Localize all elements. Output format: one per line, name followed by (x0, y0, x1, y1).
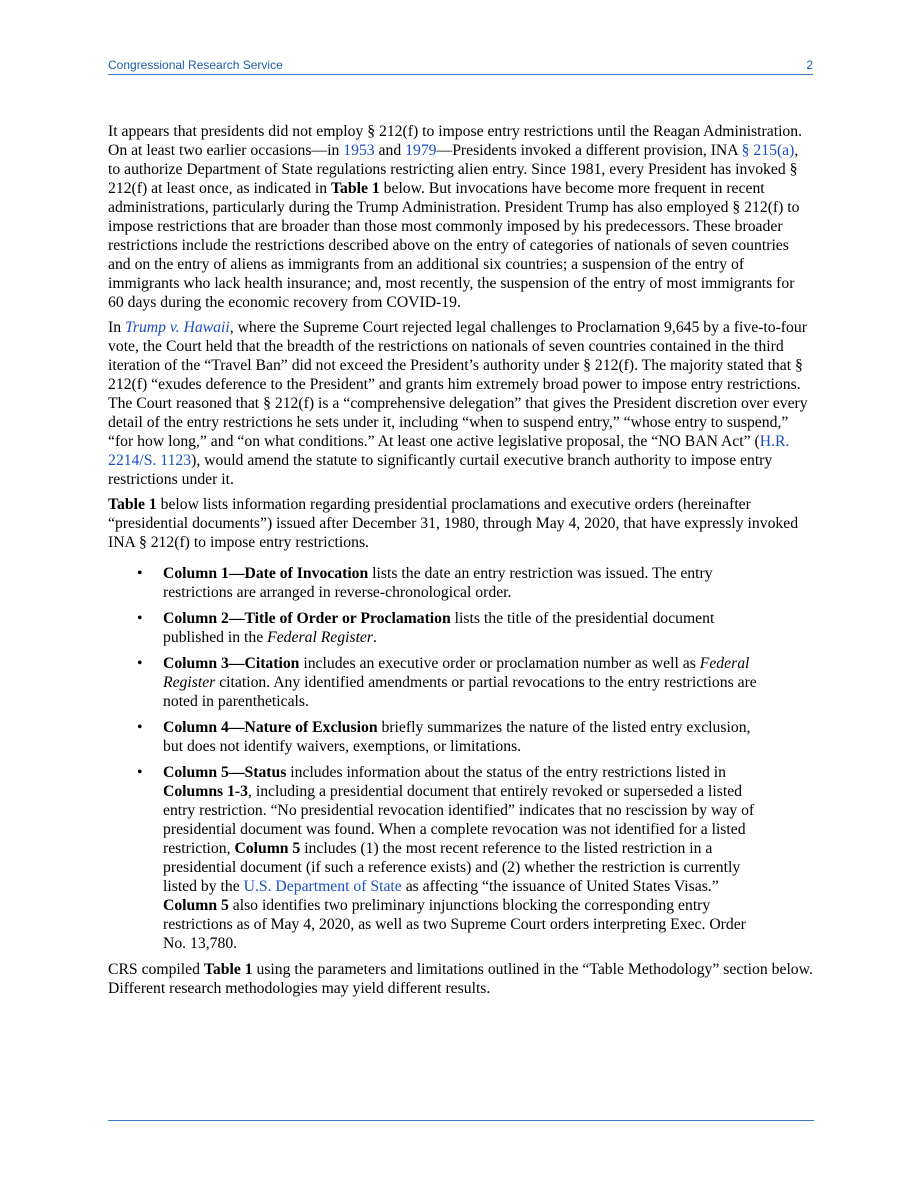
paragraph-text: It appears that presidents did not employ § 212(f) to impose entry restrictions until the Reagan Administration. On at least two earlier occasions—in (108, 123, 803, 159)
list-item-column-1 (137, 564, 759, 602)
paragraph-methodology (108, 960, 814, 998)
bullet-icon: • (137, 655, 143, 672)
bullet-icon: • (137, 719, 143, 736)
paragraph-text: using the parameters and limitations outlined in the “Table Methodology” section below. Different research methodologies may yield different results. (108, 961, 813, 997)
bullet-icon: • (137, 610, 143, 627)
list-item-column-5 (137, 763, 759, 953)
table-reference: Table 1 (331, 180, 380, 197)
paragraph-text: below. But invocations have become more frequent in recent administrations, particularly during the Trump Administration. President Trump has also employed § 212(f) to impose restrictions that are broader than those most commonly imposed by his predecessors. These broader restrictions include the restrictions described above on the entry of categories of nationals of seven countries and on the entry of aliens as immigrants from an additional six countries; a suspension of the entry of immigrants who lack health insurance; and, most recently, the suspension of the entry of most immigrants for 60 days during the economic recovery from COVID-19. (108, 180, 800, 311)
paragraph-text: and (374, 142, 406, 159)
paragraph-text: —Presidents invoked a different provision, INA (436, 142, 742, 159)
column-reference: Column 5 (163, 897, 229, 914)
link-1953[interactable]: 1953 (343, 142, 375, 159)
paragraph-text: below lists information regarding presidential proclamations and executive orders (hereinafter “presidential documents”) issued after December 31, 1980, through May 4, 2020, that have expressly invoked INA § 212(f) to impose entry restrictions. (108, 496, 799, 551)
paragraph-text: ), would amend the statute to significantly curtail executive branch authority to impose entry restrictions under it. (108, 452, 773, 488)
column-text: includes (1) the most recent reference to the listed restriction in a presidential document (if such a reference exists) and (2) whether the restriction is currently listed by the (163, 840, 741, 895)
column-text: as affecting “the issuance of United States Visas.” (401, 878, 719, 895)
column-heading: Column 5—Status (163, 764, 287, 781)
list-item-column-2 (137, 609, 759, 647)
paragraph-text: In (108, 319, 125, 336)
column-text: also identifies two preliminary injunctions blocking the corresponding entry restrictions as of May 4, 2020, as well as two Supreme Court orders interpreting Exec. Order No. 13,780. (163, 897, 746, 952)
link-hr-2214[interactable]: H.R. 2214/S. 1123 (108, 433, 790, 469)
table-reference: Table 1 (108, 496, 157, 513)
page-header (108, 58, 813, 75)
link-ina-215a[interactable]: § 215(a) (741, 142, 795, 159)
paragraph-text: , where the Supreme Court rejected legal challenges to Proclamation 9,645 by a five-to-four vote, the Court held that the breadth of the restrictions on nationals of seven countries contained in the third iteration of the “Travel Ban” did not exceed the President’s authority under § 212(f). The majority stated that § 212(f) “exudes deference to the President” and grants him extremely broad power to impose entry restrictions. The Court reasoned that § 212(f) is a “comprehensive delegation” that gives the President discretion over every detail of the entry restrictions he sets under it, including “when to suspend entry,” “whose entry to suspend,” “for how long,” and “on what conditions.” At least one active legislative proposal, the “NO BAN Act” ( (108, 319, 808, 450)
columns-reference: Columns 1-3 (163, 783, 248, 800)
bullet-icon: • (137, 764, 143, 781)
federal-register-italic: Federal Register (163, 655, 750, 691)
table-reference: Table 1 (203, 961, 253, 978)
column-heading: Column 2—Title of Order or Proclamation (163, 610, 451, 627)
column-reference: Column 5 (234, 840, 301, 857)
bullet-icon: • (137, 565, 143, 582)
column-heading: Column 1—Date of Invocation (163, 565, 369, 582)
list-item-column-3 (137, 654, 759, 711)
link-us-department-of-state[interactable]: U.S. Department of State (243, 878, 402, 895)
column-text: citation. Any identified amendments or partial revocations to the entry restrictions are noted in parentheticals. (163, 674, 757, 710)
column-text: lists the title of the presidential document published in the (163, 610, 715, 646)
federal-register-italic: Federal Register (267, 629, 374, 646)
page-number: 2 (806, 58, 813, 72)
paragraph-text: CRS compiled (108, 961, 204, 978)
column-text: includes information about the status of the entry restrictions listed in (286, 764, 726, 781)
footer-divider (108, 1120, 814, 1121)
column-text: includes an executive order or proclamation number as well as (299, 655, 700, 672)
list-item-column-4 (137, 718, 759, 756)
document-body (108, 122, 814, 1004)
paragraph-table-intro (108, 495, 814, 552)
link-trump-v-hawaii[interactable]: Trump v. Hawaii (125, 319, 230, 336)
paragraph-history (108, 122, 814, 312)
link-1979[interactable]: 1979 (405, 142, 437, 159)
column-text: , including a presidential document that entirely revoked or superseded a listed entry restriction. “No presidential revocation identified” indicates that no rescission by way of presidential document was found. When a complete revocation was not identified for a listed restriction, (163, 783, 755, 857)
column-description-list (108, 564, 759, 953)
column-heading: Column 4—Nature of Exclusion (163, 719, 378, 736)
column-text: lists the date an entry restriction was issued. The entry restrictions are arranged in reverse-chronological order. (163, 565, 713, 601)
column-text: briefly summarizes the nature of the listed entry exclusion, but does not identify waivers, exemptions, or limitations. (163, 719, 751, 755)
column-heading: Column 3—Citation (163, 655, 300, 672)
column-text: . (373, 629, 377, 646)
paragraph-text: , to authorize Department of State regulations restricting alien entry. Since 1981, every President has invoked § 212(f) at least once, as indicated in (108, 142, 799, 197)
header-org-name: Congressional Research Service (108, 58, 283, 72)
paragraph-trump-v-hawaii (108, 318, 814, 489)
